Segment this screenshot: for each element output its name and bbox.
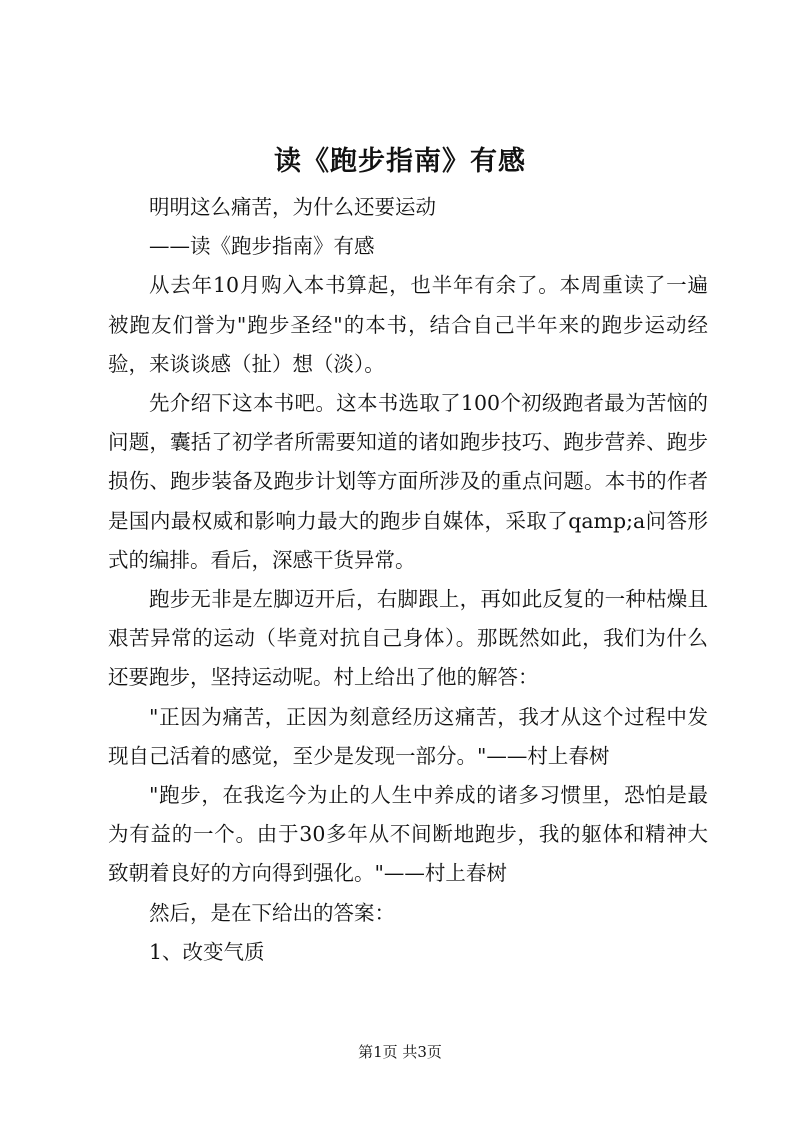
subtitle-book: ——读《跑步指南》有感: [149, 234, 375, 259]
quote-murakami-2: "跑步，在我迄今为止的人生中养成的诸多习惯里，恐怕是最为有益的一个。由于30多年从不间断地跑步，我的躯体和精神大致朝着良好的方向得到强化。"——村上春树: [108, 783, 708, 886]
paragraph-why-run: 跑步无非是左脚迈开后，右脚跟上，再如此反复的一种枯燥且艰苦异常的运动（毕竟对抗自己身体）。那既然如此，我们为什么还要跑步，坚持运动呢。村上给出了他的解答：: [108, 587, 708, 690]
page-number-footer: 第1页 共3页: [358, 1043, 442, 1061]
paragraph-intro: 从去年10月购入本书算起，也半年有余了。本周重读了一遍被跑友们誉为"跑步圣经"的本书，结合自己半年来的跑步运动经验，来谈谈感（扯）想（淡）。: [108, 273, 708, 376]
document-title: 读《跑步指南》有感: [274, 146, 526, 177]
quote-murakami-1: "正因为痛苦，正因为刻意经历这痛苦，我才从这个过程中发现自己活着的感觉，至少是发现一部分。"——村上春树: [108, 704, 708, 768]
subtitle-question: 明明这么痛苦，为什么还要运动: [149, 195, 436, 219]
paragraph-my-answer: 然后，是在下给出的答案：: [149, 900, 395, 925]
paragraph-book-summary: 先介绍下这本书吧。这本书选取了100个初级跑者最为苦恼的问题，囊括了初学者所需要知道的诸如跑步技巧、跑步营养、跑步损伤、跑步装备及跑步计划等方面所涉及的重点问题。本书的作者是国内最权威和影响力最大的跑步自媒体，采取了qamp;a问答形式的编排。看后，深感干货异常。: [108, 391, 708, 572]
document-body: [108, 188, 708, 972]
list-item-1: 1、改变气质: [149, 939, 265, 964]
